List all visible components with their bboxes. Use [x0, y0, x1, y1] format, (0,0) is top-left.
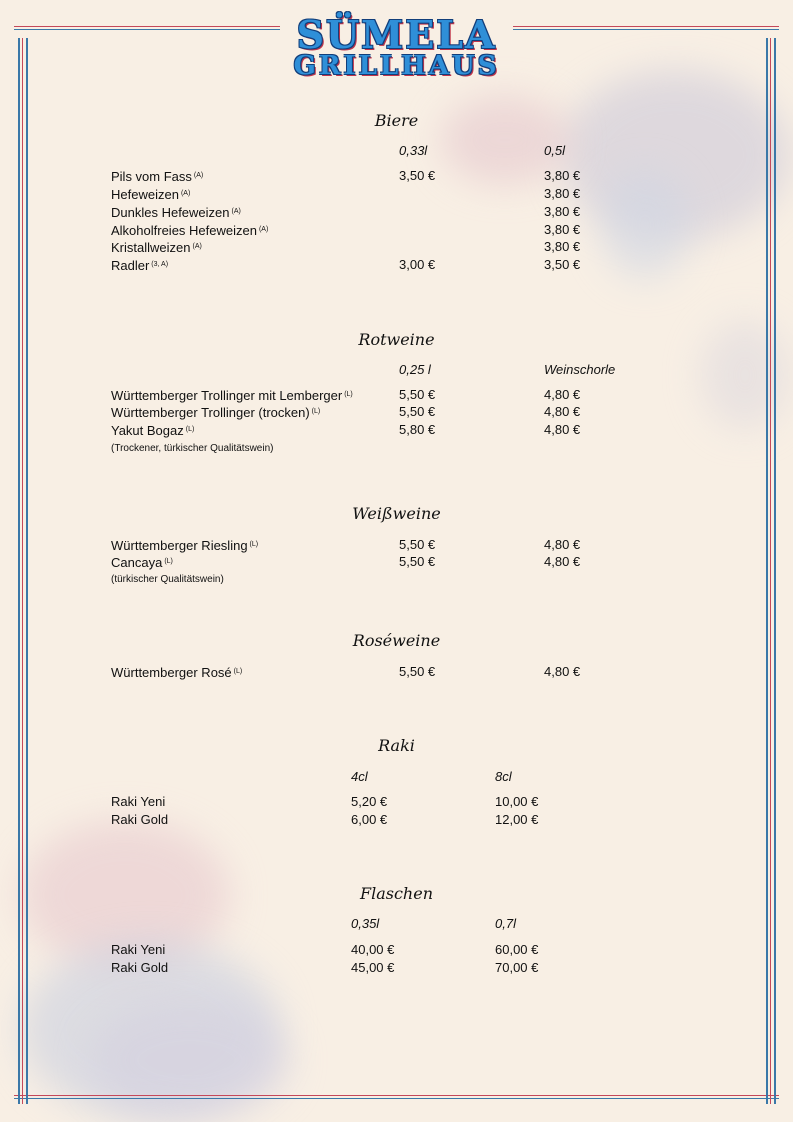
menu-item-price: 4,80 € — [544, 554, 581, 569]
menu-item-price: 4,80 € — [544, 537, 581, 552]
menu-item-price: 3,80 € — [544, 204, 581, 219]
watercolor-wash — [600, 170, 690, 280]
menu-item-price: 5,50 € — [399, 387, 436, 402]
watercolor-wash — [90, 1000, 290, 1120]
menu-item-name: Raki Yeni — [111, 794, 166, 809]
menu-item-price: 3,80 € — [544, 186, 581, 201]
section-title-rotweine: Rotweine — [358, 330, 435, 349]
menu-item-price: 12,00 € — [495, 812, 539, 827]
menu-item-name: Raki Gold — [111, 812, 169, 827]
menu-item-name: Alkoholfreies Hefeweizen $^{(A)}$ — [111, 223, 269, 238]
menu-item-price: 4,80 € — [544, 422, 581, 437]
menu-item-name: Raki Gold — [111, 960, 169, 975]
menu-item-name: Kristallweizen $^{(A)}$ — [111, 240, 202, 255]
bottom-border-red — [14, 1095, 779, 1096]
column-header: Weinschorle — [544, 362, 616, 377]
menu-item-name: Württemberger Riesling $^{(L)}$ — [111, 538, 259, 553]
menu-item-price: 4,80 € — [544, 664, 581, 679]
column-header: 0,33l — [399, 143, 428, 158]
section-title-roseweine: Roséweine — [352, 631, 441, 650]
menu-item-price: 3,80 € — [544, 239, 581, 254]
menu-item-price: 5,50 € — [399, 664, 436, 679]
column-header: 0,5l — [544, 143, 565, 158]
column-header: 4cl — [351, 769, 368, 784]
bottom-border-blue — [14, 1098, 779, 1099]
logo-title: SÜMELA — [296, 12, 497, 57]
menu-item-price: 5,50 € — [399, 554, 436, 569]
menu-item-price: 60,00 € — [495, 942, 539, 957]
right-border-blue — [774, 38, 776, 1104]
menu-item-name: Dunkles Hefeweizen $^{(A)}$ — [111, 205, 241, 220]
left-border-blue — [26, 38, 28, 1104]
item-note: (türkischer Qualitätswein) — [111, 574, 224, 585]
logo-subtitle: GRILLHAUS — [293, 51, 500, 81]
section-title-biere: Biere — [374, 111, 419, 130]
menu-item-price: 4,80 € — [544, 404, 581, 419]
menu-item-price: 5,50 € — [399, 537, 436, 552]
menu-item-price: 5,80 € — [399, 422, 436, 437]
menu-item-price: 40,00 € — [351, 942, 395, 957]
column-header: 0,35l — [351, 916, 380, 931]
menu-item-name: Radler $^{(3, A)}$ — [111, 258, 169, 273]
column-header: 8cl — [495, 769, 512, 784]
menu-item-price: 3,80 € — [544, 168, 581, 183]
menu-item-price: 3,00 € — [399, 257, 436, 272]
menu-item-price: 5,20 € — [351, 794, 388, 809]
menu-item-price: 6,00 € — [351, 812, 388, 827]
left-border-blue — [18, 38, 20, 1104]
menu-item-name: Württemberger Trollinger (trocken) $^{(L)}$ — [111, 405, 321, 420]
menu-item-name: Württemberger Rosé $^{(L)}$ — [111, 665, 243, 680]
section-title-raki: Raki — [378, 736, 415, 755]
item-note: (Trockener, türkischer Qualitätswein) — [111, 443, 274, 454]
menu-item-price: 5,50 € — [399, 404, 436, 419]
menu-item-price: 3,80 € — [544, 222, 581, 237]
left-border-red — [22, 38, 23, 1104]
menu-item-name: Raki Yeni — [111, 942, 166, 957]
right-border-red — [770, 38, 771, 1104]
menu-item-name: Yakut Bogaz $^{(L)}$ — [111, 423, 195, 438]
menu-item-price: 45,00 € — [351, 960, 395, 975]
menu-item-name: Pils vom Fass $^{(A)}$ — [111, 169, 204, 184]
menu-item-name: Cancaya $^{(L)}$ — [111, 555, 173, 570]
menu-item-name: Württemberger Trollinger mit Lemberger $^{(L)}$ — [111, 388, 353, 403]
section-title-flaschen: Flaschen — [359, 884, 433, 903]
menu-item-price: 10,00 € — [495, 794, 539, 809]
column-header: 0,25 l — [399, 362, 431, 377]
menu-item-price: 4,80 € — [544, 387, 581, 402]
column-header: 0,7l — [495, 916, 516, 931]
section-title-weissweine: Weißweine — [352, 504, 441, 523]
menu-item-price: 3,50 € — [399, 168, 436, 183]
menu-item-price: 70,00 € — [495, 960, 539, 975]
right-border-blue — [766, 38, 768, 1104]
menu-item-price: 3,50 € — [544, 257, 581, 272]
menu-item-name: Hefeweizen $^{(A)}$ — [111, 187, 191, 202]
